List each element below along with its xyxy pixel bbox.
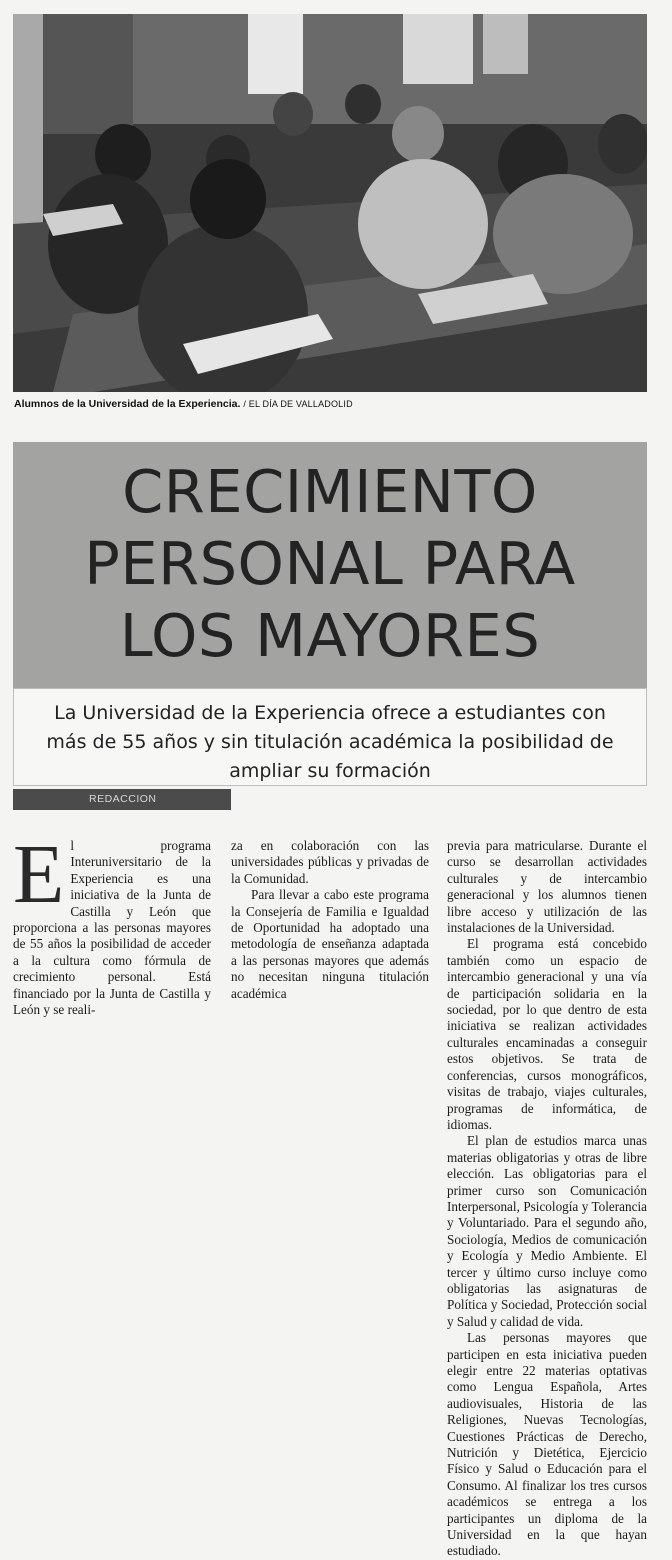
headline-line-1: CRECIMIENTO bbox=[122, 457, 538, 526]
subhead-panel bbox=[13, 688, 647, 786]
headline-line-2: PERSONAL PARA bbox=[84, 529, 576, 598]
article-column-3 bbox=[447, 838, 647, 1560]
article-paragraph: previa para matricularse. Durante el curso se desarrollan actividades culturales y de intercambio generacional y los alumnos tienen libre acceso y utilización de las instalaciones de la Universidad. bbox=[447, 838, 647, 936]
byline: REDACCION bbox=[89, 793, 157, 805]
article-column-2 bbox=[231, 838, 429, 1002]
headline-line-3: LOS MAYORES bbox=[119, 601, 541, 670]
classroom-photo bbox=[13, 14, 647, 392]
article-paragraph: Para llevar a cabo este programa la Consejería de Familia e Igualdad de Oportunidad ha adoptado una metodología de enseñanza adaptada a las personas mayores que además no necesitan ninguna titulación académica bbox=[231, 887, 429, 1001]
subhead: La Universidad de la Experiencia ofrece a estudiantes con más de 55 años y sin titulación académica la posibilidad de ampliar su formación bbox=[46, 702, 614, 782]
photo-caption bbox=[14, 398, 654, 410]
byline-bar bbox=[13, 789, 231, 810]
headline bbox=[13, 456, 647, 672]
article-paragraph: Las personas mayores que participen en esta iniciativa pueden elegir entre 22 materias optativas como Lengua Española, Artes audiovisuales, Historia de las Religiones, Nuevas Tecnologías, Cuestiones Prácticas de Derecho, Nutrición y Dietética, Ejercicio Físico y Salud o Educación para el Consumo. Al finalizar los tres cursos académicos se entrega a los participantes un diploma de la Universidad en la que hayan estudiado. bbox=[447, 1330, 647, 1559]
article-paragraph: El programa está concebido también como un espacio de intercambio generacional y una vía de participación solidaria en la sociedad, por lo que dentro de esta iniciativa se realizan actividades culturales encaminadas a conseguir estos objetivos. Se trata de conferencias, cursos monográficos, visitas de trabajo, viajes culturales, programas de informática, de idiomas. bbox=[447, 936, 647, 1132]
headline-panel bbox=[13, 442, 647, 688]
article-column-1 bbox=[13, 828, 211, 1018]
drop-cap: E bbox=[13, 828, 65, 921]
article-paragraph: za en colaboración con las universidades públicas y privadas de la Comunidad. bbox=[231, 838, 429, 886]
caption-text: Alumnos de la Universidad de la Experiencia. bbox=[14, 398, 241, 410]
classroom-photo-image bbox=[13, 14, 647, 392]
article-paragraph: El plan de estudios marca unas materias obligatorias y otras de libre elección. Las obligatorias para el primer curso son Comunicación Interpersonal, Psicología y Tolerancia y Voluntariado. Para el segundo año, Sociología, Medios de comunicación y Ecología y Medio Ambiente. El tercer y último curso incluye como obligatorias las asignaturas de Política y Sociedad, Protección social y Salud y calidad de vida. bbox=[447, 1133, 647, 1329]
article-paragraph: l programa Interuniversitario de la Experiencia es una iniciativa de la Junta de Castilla y León que proporciona a las personas mayores de 55 años la posibilidad de acceder a la cultura como fórmula de crecimiento personal. Está financiado por la Junta de Castilla y León y se reali- bbox=[13, 838, 211, 1018]
photo-credit: / EL DÍA DE VALLADOLID bbox=[243, 399, 353, 409]
